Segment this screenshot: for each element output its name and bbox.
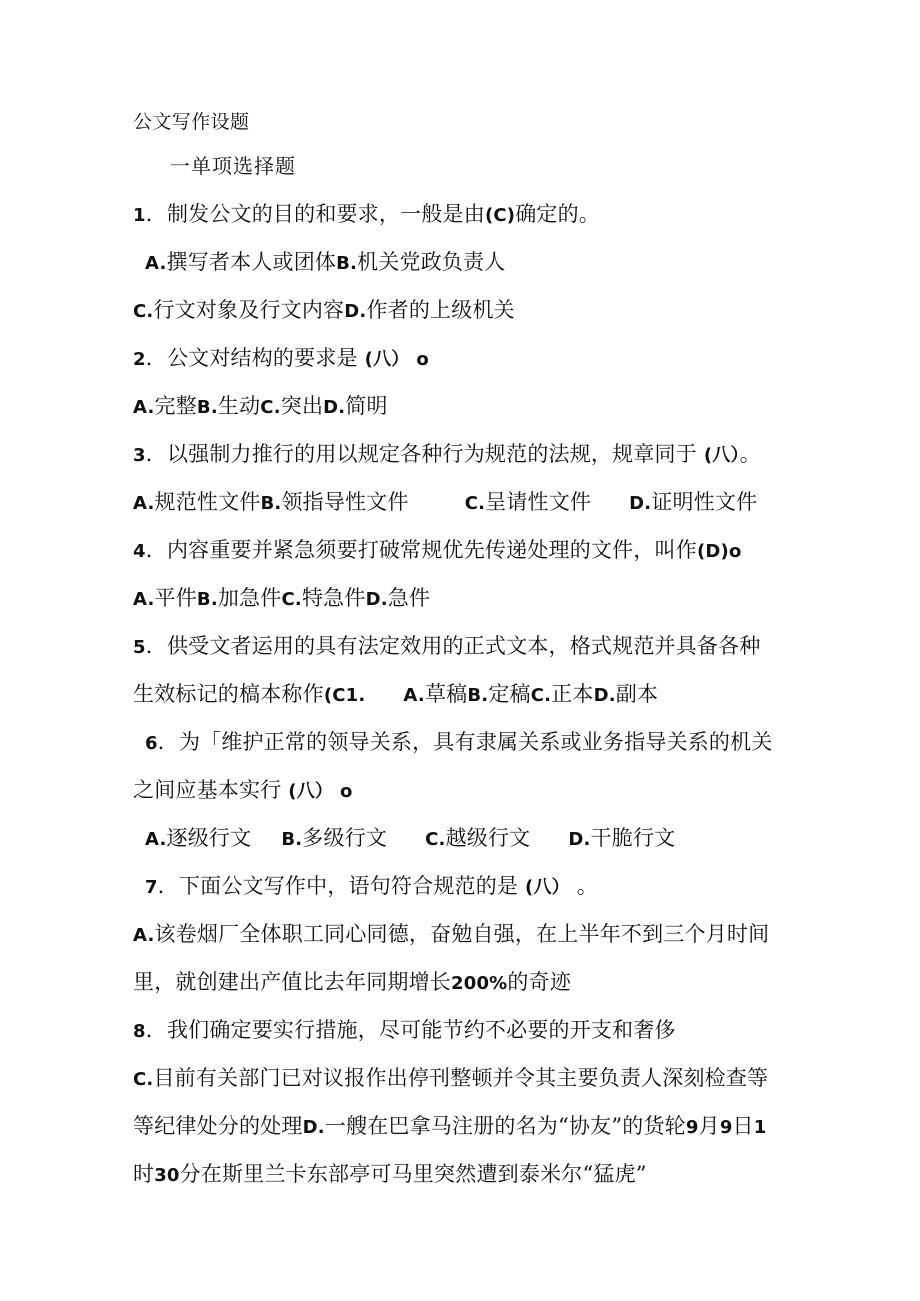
answer: (八） xyxy=(364,349,410,370)
question-number: 1 xyxy=(133,205,146,226)
answer: (C1. xyxy=(323,685,366,706)
document-title: 公文写作设题 xyxy=(133,111,250,133)
option-text: 行文对象及行文内容 xyxy=(153,298,345,322)
question-text: 下面公文写作中，语句符合规范的是 xyxy=(178,874,519,898)
option-letter: B. xyxy=(336,253,358,274)
question-3-options: A.规范性文件B.领指导性文件 C.呈请性文件 D.证明性文件 xyxy=(133,490,758,514)
option-letter: C. xyxy=(133,301,154,322)
question-1-options-line1 xyxy=(145,248,506,278)
question-7-option-a-line2: 里，就创建出产值比去年同期增长200%的奇迹 xyxy=(133,970,572,994)
question-4-options: A.平件B.加急件C.特急件D.急件 xyxy=(133,586,431,610)
option-letter: D. xyxy=(344,301,367,322)
question-text: 内容重要并紧急须要打破常规优先传递处理的文件，叫作 xyxy=(166,538,697,562)
question-1-options-line2 xyxy=(133,296,515,326)
question-5-line2: 生效标记的槁本称作(C1. A.草稿B.定稿C.正本D.副本 xyxy=(133,682,659,706)
question-number: 4 xyxy=(133,541,146,562)
question-3: 3．以强制力推行的用以规定各种行为规范的法规，规章同于 (八）。 xyxy=(133,442,761,466)
question-text: 制发公文的目的和要求，一般是由 xyxy=(166,202,485,226)
question-text: 为「维护正常的领导关系，具有隶属关系或业务指导关系的机关 xyxy=(178,730,773,754)
question-2-options: A.完整B.生动C.突出D.简明 xyxy=(133,394,388,418)
answer: (八） xyxy=(703,445,740,466)
question-text: 以强制力推行的用以规定各种行为规范的法规，规章同于 xyxy=(166,442,697,466)
question-4: 4．内容重要并紧急须要打破常规优先传递处理的文件，叫作(D)o xyxy=(133,538,742,562)
question-number: 5 xyxy=(133,637,146,658)
question-5: 5．供受文者运用的具有法定效用的正式文本，格式规范并具备各种 xyxy=(133,634,761,658)
question-text: 公文对结构的要求是 xyxy=(166,346,358,370)
question-number: 3 xyxy=(133,445,146,466)
question-8-option-c-d: 等纪律处分的处理D.一艘在巴拿马注册的名为“协友”的货轮9月9日1 xyxy=(133,1114,767,1138)
question-8-option-c: C.目前有关部门已对议报作出停刊整顿并令其主要负责人深刻检查等 xyxy=(133,1066,769,1090)
question-6-options: A.逐级行文 B.多级行文 C.越级行文 D.干脆行文 xyxy=(145,826,676,850)
question-6-line2: 之间应基本实行 (八） o xyxy=(133,778,353,802)
answer: (D) xyxy=(696,541,729,562)
option-letter: A. xyxy=(145,253,167,274)
option-text: 机关党政负责人 xyxy=(357,250,506,274)
question-number: 8 xyxy=(133,1021,146,1042)
question-text: 供受文者运用的具有法定效用的正式文本，格式规范并具备各种 xyxy=(166,634,761,658)
answer: (C) xyxy=(484,205,516,226)
answer: (八） xyxy=(525,877,570,898)
question-7-option-a: A.该卷烟厂全体职工同心同德，奋勉自强，在上半年不到三个月时间 xyxy=(133,922,770,946)
question-6: 6．为「维护正常的领导关系，具有隶属关系或业务指导关系的机关 xyxy=(145,730,773,754)
question-8: 8．我们确定要实行措施，尽可能节约不必要的开支和奢侈 xyxy=(133,1018,676,1042)
question-2: 2．公文对结构的要求是 (八） o xyxy=(133,346,429,370)
question-8-option-d-line2: 时30分在斯里兰卡东部亭可马里突然遭到泰米尔“猛虎” xyxy=(133,1162,647,1186)
question-text: 我们确定要实行措施，尽可能节约不必要的开支和奢侈 xyxy=(166,1018,676,1042)
option-text: 作者的上级机关 xyxy=(366,298,515,322)
question-1: 1．制发公文的目的和要求，一般是由(C)确定的。 xyxy=(133,202,601,226)
option-text: 撰写者本人或团体 xyxy=(166,250,337,274)
question-number: 6 xyxy=(145,733,158,754)
answer: (八） xyxy=(288,781,334,802)
section-heading: 一单项选择题 xyxy=(170,154,296,178)
question-number: 2 xyxy=(133,349,146,370)
question-number: 7 xyxy=(145,877,158,898)
question-7: 7．下面公文写作中，语句符合规范的是 (八） 。 xyxy=(145,874,598,898)
